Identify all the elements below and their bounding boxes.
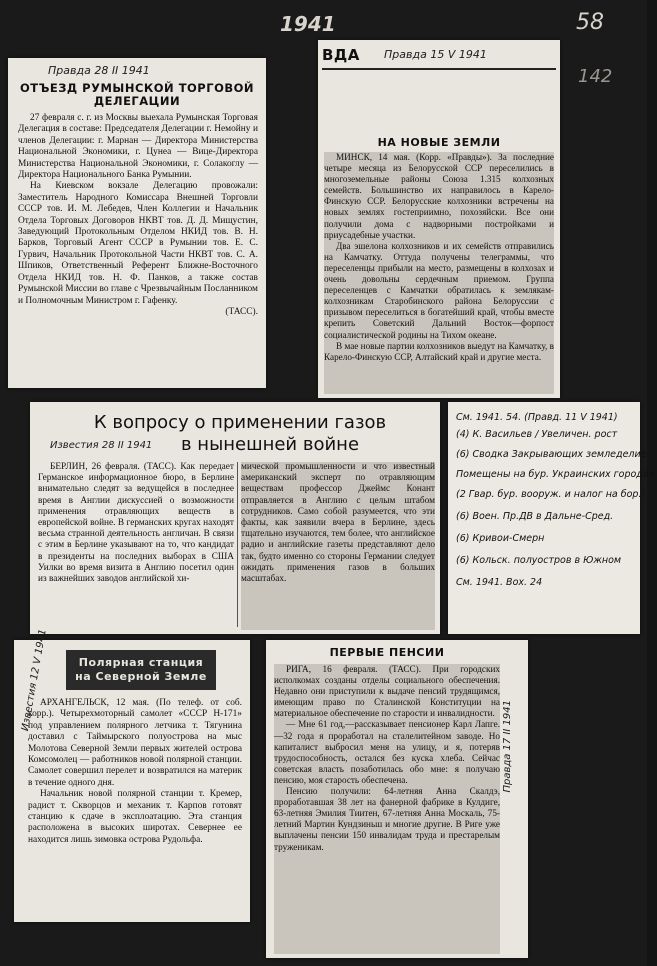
article-paragraph: 27 февраля с. г. из Москвы выехала Румынская Торговая Делегация в составе: Председателя Делегации г. Немойну и членов Делегации: г. Марнан — Директора Министерства Национальной Экономики, г. Цунеа — Вице-Директора Министерства Национальной Экономики, г. Солакоглу — Директора Национального Банка Румынии. (18, 113, 258, 181)
article-title-line: К вопросу о применении газов (93, 412, 387, 433)
note-line: (6) Кольск. полуостров в Южном (456, 555, 622, 566)
article-paragraph: МИНСК, 14 мая. (Корр. «Правды»). За последние четыре месяца из Белорусской ССР переселились в многоземельные районы Союза 1.315 колхозных семейств. Большинство их направилось в Карело-Финскую ССР. Белорусские колхозники встречены на новых землях гостеприимно, похозяйски. Все они получили дома с надворными постройками и приусадебные участки. (324, 152, 554, 240)
note-line: (2 Гвар. бур. вооруж. и налог на бор.) (456, 489, 646, 500)
clipping-first-pensions (266, 640, 528, 958)
article-source: (ТАСС). (225, 306, 258, 317)
article-paragraph: РИГА, 16 февраля. (ТАСС). При городских исполкомах созданы отделы социального обеспечения. Недавно они приступили к выдаче пенсий трудящимся, имеющим право по Сталинской Конституции на материальное обеспечение по старости и инвалидности. (274, 664, 500, 719)
column-divider (237, 462, 238, 627)
note-line: (6) Сводка Закрывающих земледелие (456, 449, 647, 460)
article-body (18, 113, 258, 383)
note-line: Помещены на бур. Украинских городах. (456, 469, 657, 480)
article-body (324, 152, 554, 394)
note-line: См. 1941. Вох. 24 (456, 577, 543, 588)
handwritten-notes-card (448, 402, 657, 634)
source-annotation: Известия 12 V 1941 (20, 628, 49, 732)
article-paragraph: На Киевском вокзале Делегацию провожали: Заместитель Народного Комиссара Внешней Торговли СССР тов. И. М. Лебедев, Член Коллегии и Начальник Отдела Торговых Договоров НКВТ тов. Д. Д. Мищустин, Заведующий Протокольным Отделом НКИД тов. В. Н. Барков, Торговый Агент СССР в Румынии тов. Е. С. Гурвич, Начальник Протокольной Части НКВТ тов. С. А. Шпиков, Ответственный Референт Ближне-Восточного Отдела НКИД тов. Н. Ф. Панков, а также состав Румынской Миссии во главе с Чрезвычайным Посланником и Полномочным Министром г. Гафенку. (18, 181, 258, 306)
header-rule (322, 68, 556, 70)
article-title-line: Полярная станция (78, 656, 204, 669)
article-body (274, 664, 500, 954)
article-title-line: ОТЪЕЗД РУМЫНСКОЙ ТОРГОВОЙ (19, 81, 255, 95)
article-paragraph: мической промышленности и что известный американский эксперт по отравляющим веществам профессор Джеймс Конант отправляется в Англию с целым штабом сотрудников. Само собой разумеется, что эти факты, как заявили вчера в Берлине, здесь тщательно изучаются, тем более, что английское радио и английские газеты представляют дело так, будто именно со стороны Германии следует ожидать применения газов в больших масштабах. (241, 462, 435, 585)
source-annotation: Известия 28 II 1941 (50, 440, 153, 451)
article-paragraph: БЕРЛИН, 26 февраля. (ТАСС). Как передает Германское информационное бюро, в Берлине внимательно следят за ведущейся в последнее время в Англии дискуссией о возможности применения отравляющих веществ в европейской войне. В германских кругах находят весьма странной деятельность англичан. В связи с этим в Берлине указывают на то, что кандидат в президенты на последних выборах в США Уилки во время визита в Англию посетил один из важнейших заводов английской хи- (38, 462, 234, 585)
article-paragraph: — Мне 61 год,—рассказывает пенсионер Карл Лапге.—32 года я проработал на сталелитейном заводе. Но капиталист выбросил меня на улицу, и я, потеряв трудоспособность, остался без куска хлеба. Сейчас советская власть позаботилась обо мне: я получаю пенсию, моя старость обеспечена. (274, 719, 500, 785)
article-title (14, 82, 260, 108)
article-body (28, 698, 242, 918)
source-annotation: Правда 15 V 1941 (384, 48, 487, 61)
note-line: См. 1941. 54. (Правд. 11 V 1941) (456, 412, 618, 423)
archive-stamp-number: 142 (578, 66, 613, 87)
note-line: (4) К. Васильев / Увеличен. рост (456, 429, 618, 440)
article-paragraph: Пенсию получили: 64-летняя Анна Скалдэ, проработавшая 38 лет на фанерной фабрике в Кулдиге, 63-летняя Эмилия Тиитен, 67-летняя Анна Москаль, 75-летний Мартин Кундзиньш и многие другие. В Риге уже выплачены пенсии 150 инвалидам труда и престарелым труженикам. (274, 786, 500, 852)
clipping-gas-weapons (30, 402, 440, 634)
article-paragraph: Два эшелона колхозников и их семейств отправились на Камчатку. Оттуда получены телеграммы, что переселенцы прибыли на место, размещены в колхозах и очень довольны сердечным приемом. Группа переселенцев с Камчатки обратилась к землякам-колхозникам Старобинского района Белоруссии с призывом переселиться в богатейший край, чтобы вместе крепить Советский Дальний Восток—форпост социалистической родины на Тихом океане. (324, 240, 554, 340)
clipping-polar-station (14, 628, 250, 922)
side-source-annotation: Правда 17 II 1941 (502, 700, 513, 793)
note-line: (6) Кривои-Смерн (456, 533, 545, 544)
source-annotation: Правда 28 II 1941 (48, 64, 150, 77)
article-title: НА НОВЫЕ ЗЕМЛИ (377, 136, 501, 149)
newspaper-header-fragment: ВДА (322, 46, 360, 64)
year-annotation: 1941 (280, 12, 336, 36)
article-title-line: на Северной Земле (75, 670, 207, 683)
page-number: 58 (576, 10, 604, 35)
article-title: ПЕРВЫЕ ПЕНСИИ (329, 646, 445, 659)
clipping-romanian-delegation (8, 58, 266, 388)
article-column-2 (241, 462, 435, 630)
notes-list (456, 410, 657, 594)
article-paragraph: АРХАНГЕЛЬСК, 12 мая. (По телеф. от соб. корр.). Четырехмоторный самолет «СССР Н-171» под управлением полярного летчика т. Тягунина доставил с Таймырского полуострова на мыс Молотова Северной Земли первых жителей острова Комсомолец — работников новой полярной станции. Самолет совершил перелет и возвратился на материк в течение одного дня. (28, 698, 242, 788)
article-column-1 (38, 462, 234, 630)
article-title (66, 650, 216, 690)
article-paragraph: В мае новые партии колхозников выедут на Камчатку, в Карело-Финскую ССР, Алтайский край и другие места. (324, 340, 554, 362)
note-line: (6) Воен. Пр.ДВ в Дальне-Сред. (456, 511, 614, 522)
clipping-new-lands (318, 40, 560, 398)
article-title-line: в нынешней войне (180, 434, 360, 455)
article-title-line: ДЕЛЕГАЦИИ (93, 94, 181, 108)
article-paragraph: Начальник новой полярной станции т. Кремер, радист т. Скворцов и механик т. Карпов готовят станцию к сдаче в эксплоатацию. Эта станция расположена в высоких широтах. Севернее ее находится лишь зимовка острова Рудольфа. (28, 789, 242, 845)
